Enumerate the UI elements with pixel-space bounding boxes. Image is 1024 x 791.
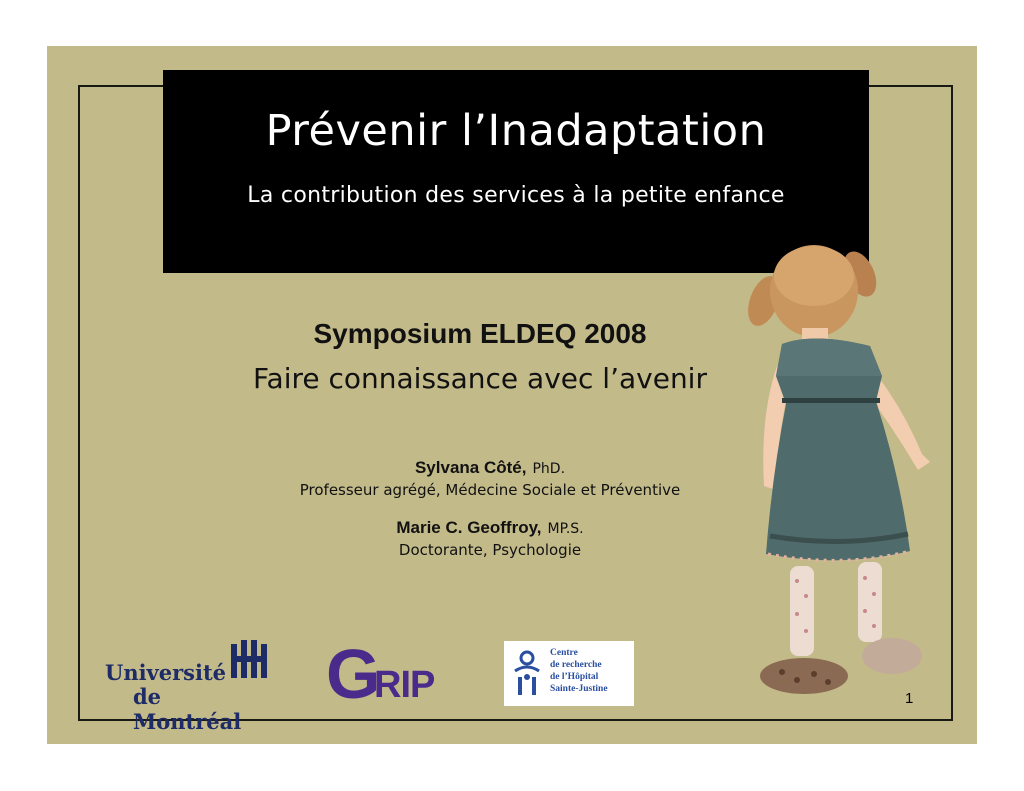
author-name: Marie C. Geoffroy, <box>396 518 542 537</box>
page-number: 1 <box>905 690 914 707</box>
universite-de-montreal-logo <box>103 640 273 734</box>
child-photo <box>742 236 937 711</box>
crhsj-line: de l’Hôpital <box>550 672 599 682</box>
udm-logo-line2: de Montréal <box>133 684 242 734</box>
grip-logo <box>326 635 446 713</box>
author-block-1 <box>200 458 780 499</box>
udm-logo-line1: Université <box>105 660 227 685</box>
author-role: Professeur agrégé, Médecine Sociale et Préventive <box>299 481 681 499</box>
author-block-2 <box>200 518 780 559</box>
crhsj-line: Sainte-Justine <box>550 684 608 694</box>
grip-logo-rip: RIP <box>374 664 435 706</box>
author-role: Doctorante, Psychologie <box>398 541 582 559</box>
centre-recherche-sainte-justine-logo <box>504 641 634 706</box>
author-degree: MP.S. <box>547 521 584 537</box>
author-degree: PhD. <box>532 461 566 477</box>
author-name: Sylvana Côté, <box>414 458 527 477</box>
slide-title: Prévenir l’Inadaptation <box>265 106 767 156</box>
symposium-tagline: Faire connaissance avec l’avenir <box>253 362 707 395</box>
crhsj-line: de recherche <box>550 660 602 670</box>
grip-logo-g: G <box>326 635 381 713</box>
sainte-justine-emblem-icon <box>510 649 544 699</box>
crhsj-line: Centre <box>550 648 578 658</box>
udm-emblem-icon <box>227 640 273 682</box>
slide-subtitle: La contribution des services à la petite enfance <box>247 183 785 208</box>
symposium-heading: Symposium ELDEQ 2008 <box>313 318 647 349</box>
